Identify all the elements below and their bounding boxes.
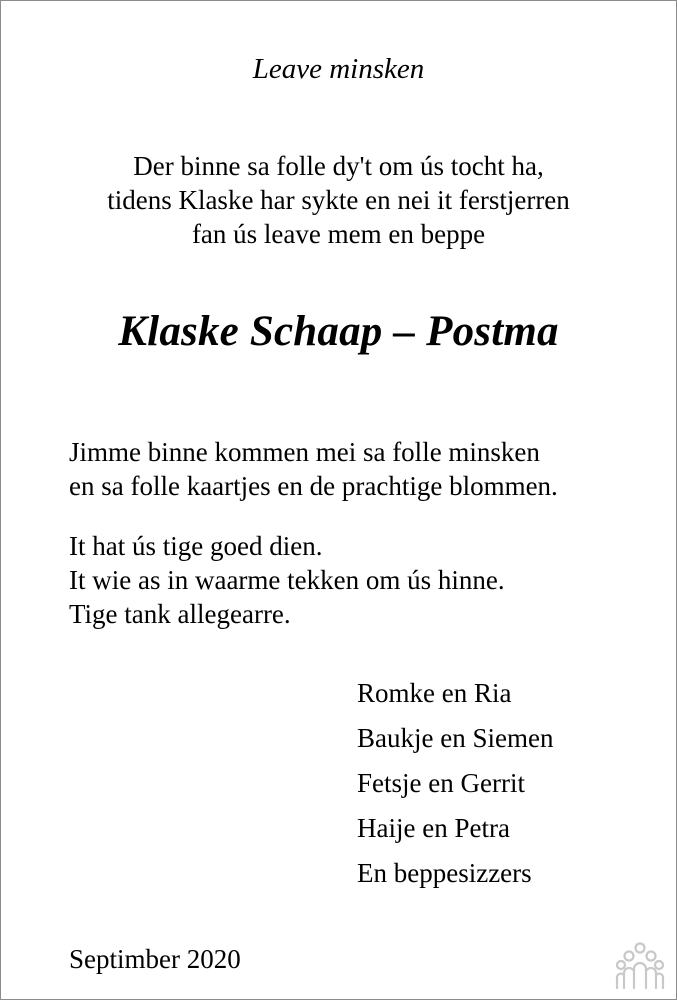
paragraph-line: It wie as in waarme tekken om ús hinne.	[69, 565, 505, 595]
intro-line: tidens Klaske har sykte en nei it ferstjerren	[107, 185, 570, 215]
salutation: Leave minsken	[252, 53, 425, 85]
thanks-paragraph-1	[69, 435, 558, 503]
intro-line: fan ús leave mem en beppe	[191, 219, 486, 249]
paragraph-line: It hat ús tige goed dien.	[69, 531, 323, 561]
deceased-name: Klaske Schaap – Postma	[118, 308, 559, 355]
signature-list	[357, 673, 553, 898]
signature-name: Romke en Ria	[357, 678, 512, 708]
paragraph-line: Jimme binne kommen mei sa folle minsken	[69, 437, 540, 467]
signature-name: En beppesizzers	[357, 858, 532, 888]
date-line: Septimber 2020	[69, 944, 241, 974]
paragraph-line: en sa folle kaartjes en de prachtige blommen.	[69, 471, 558, 501]
intro-line: Der binne sa folle dy't om ús tocht ha,	[133, 151, 544, 181]
intro-text	[1, 149, 676, 251]
signature-name: Haije en Petra	[357, 813, 510, 843]
signature-name: Baukje en Siemen	[357, 723, 554, 753]
people-group-icon	[615, 941, 665, 991]
thanks-paragraph-2	[69, 529, 505, 631]
paragraph-line: Tige tank allegearre.	[69, 599, 291, 629]
signature-name: Fetsje en Gerrit	[357, 768, 525, 798]
